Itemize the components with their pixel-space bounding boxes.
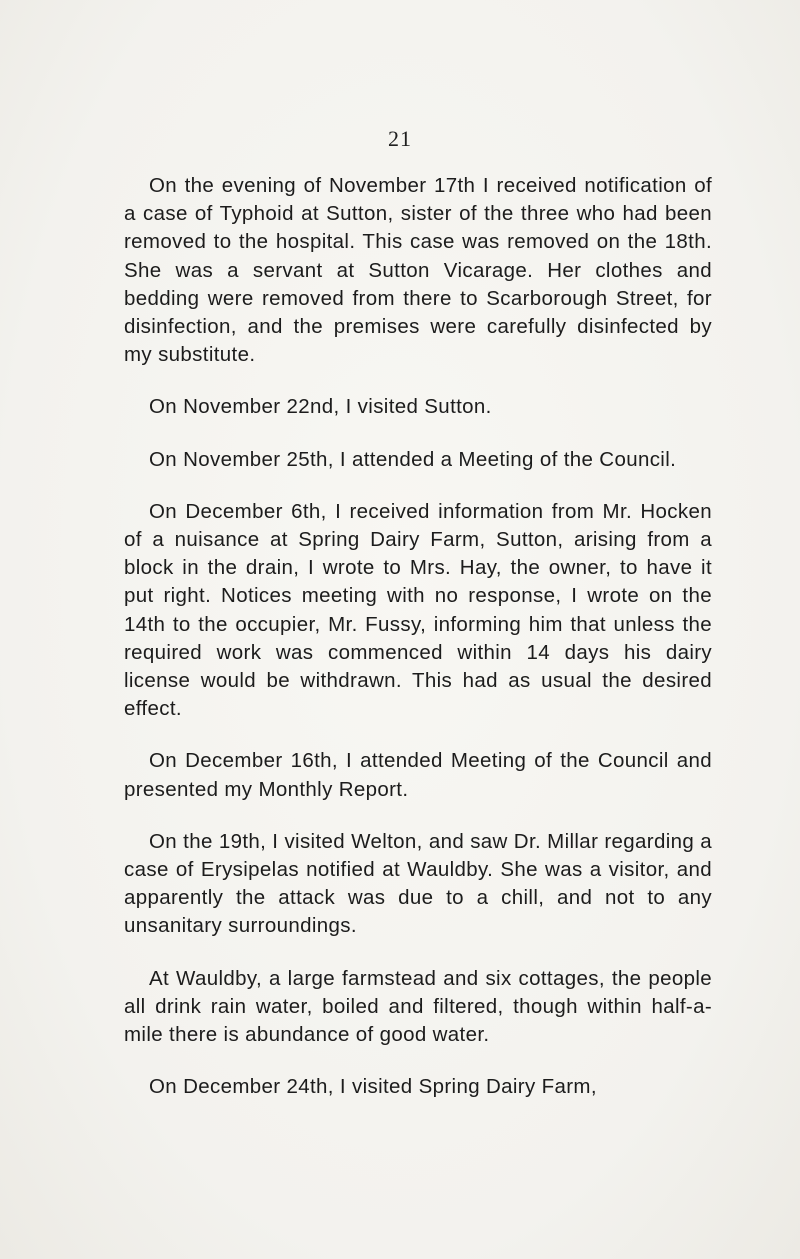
paragraph-wauldby-water: At Wauldby, a large farmstead and six cottages, the people all drink rain water, boiled and filtered, though within half-a-mile there is abundance of good water.: [124, 966, 712, 1047]
paragraph-december-24: On December 24th, I visited Spring Dairy Farm,: [149, 1075, 597, 1099]
paragraph-19th-welton: On the 19th, I visited Welton, and saw Dr. Millar regarding a case of Erysipelas notified at Wauldby. She was a visitor, and apparently the attack was due to a chill, and not to any unsanitary surroundings.: [124, 829, 712, 938]
page-number: 21: [388, 126, 412, 151]
paragraph-november-25: On November 25th, I attended a Meeting of the Council.: [149, 447, 677, 471]
paragraph-december-6: On December 6th, I received information from Mr. Hocken of a nuisance at Spring Dairy Farm, Sutton, arising from a block in the drain, I wrote to Mrs. Hay, the owner, to have it put right. Notices meeting with no response, I wrote on the 14th to the occupier, Mr. Fussy, informing him that unless the required work was commenced within 14 days his dairy license would be withdrawn. This had as usual the desired effect.: [124, 499, 712, 721]
paragraph-november-22: On November 22nd, I visited Sutton.: [149, 395, 492, 419]
paragraph-december-16: On December 16th, I attended Meeting of the Council and presented my Monthly Report.: [124, 749, 712, 801]
paragraph-typhoid-case: On the evening of November 17th I received notification of a case of Typhoid at Sutton, sister of the three who had been removed to the hospital. This case was removed on the 18th. She was a servant at Sutton Vicarage. Her clothes and bedding were removed from there to Scarborough Street, for disinfection, and the premises were carefully disinfected by my substitute.: [124, 174, 712, 367]
body-text: [124, 172, 712, 1101]
